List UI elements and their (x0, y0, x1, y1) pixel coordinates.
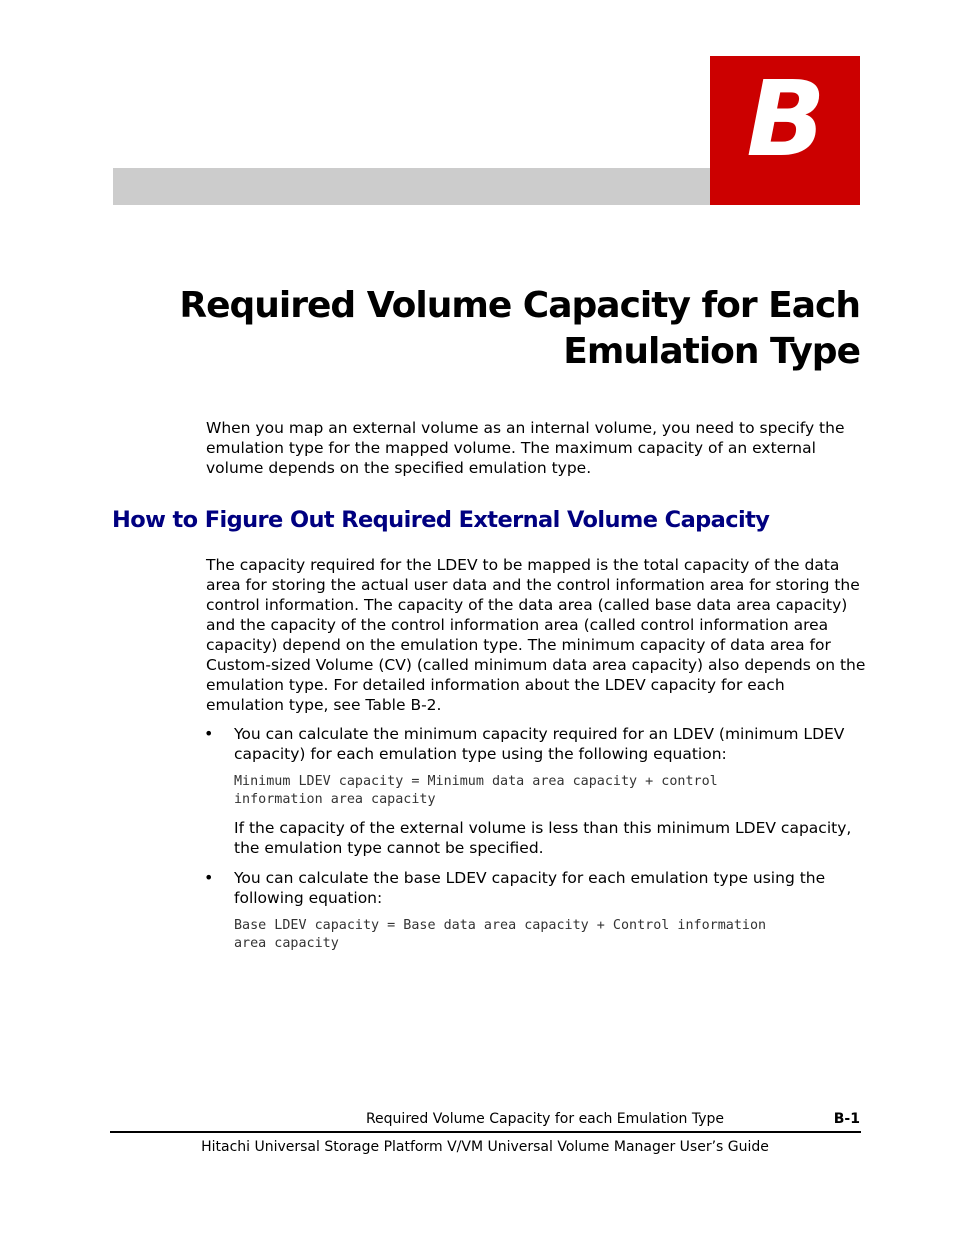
section-body-paragraph: The capacity required for the LDEV to be mapped is the total capacity of the data area for storing the actual user data and the control information area for storing the control information. The capacity of the data area (called base data area capacity) and the capacity of the control information area (called control information area capacity) depend on the emulation type. The minimum capacity of data area for Custom-sized Volume (CV) (called minimum data area capacity) also depends on the emulation type. For detailed information about the LDEV capacity for each emulation type, see Table B-2. (206, 556, 866, 714)
chapter-header-bar (113, 168, 711, 205)
footer-chapter-title: Required Volume Capacity for each Emulation Type (365, 1111, 725, 1127)
footer-divider (110, 1131, 861, 1133)
code-line: information area capacity (234, 792, 436, 807)
code-line: area capacity (234, 936, 339, 951)
bullet-text: You can calculate the minimum capacity required for an LDEV (minimum LDEV capacity) for each emulation type using the following equation: (234, 725, 845, 763)
bullet-note: If the capacity of the external volume is less than this minimum LDEV capacity, the emulation type cannot be specified. (234, 819, 852, 857)
footer-running-head (110, 1109, 860, 1129)
code-line: Base LDEV capacity = Base data area capacity + Control information (234, 918, 767, 933)
bullet-marker: • (204, 868, 214, 887)
bullet-marker: • (204, 724, 214, 743)
code-line: Minimum LDEV capacity = Minimum data area capacity + control (234, 774, 718, 789)
chapter-badge (710, 56, 860, 205)
footer-page-number: B-1 (833, 1111, 860, 1127)
code-equation (234, 773, 874, 809)
footer-guide-title: Hitachi Universal Storage Platform V/VM Universal Volume Manager User’s Guide (201, 1139, 769, 1155)
page-title-line-2: Emulation Type (563, 331, 860, 372)
section-heading: How to Figure Out Required External Volume Capacity (112, 507, 770, 533)
chapter-letter: B (746, 58, 824, 180)
code-equation (234, 917, 874, 953)
bullet-text: You can calculate the base LDEV capacity for each emulation type using the following equation: (234, 869, 826, 907)
intro-paragraph: When you map an external volume as an internal volume, you need to specify the emulation type for the mapped volume. The maximum capacity of an external volume depends on the specified emulation type. (206, 419, 845, 477)
page-title (160, 283, 860, 375)
page-title-line-1: Required Volume Capacity for Each (179, 285, 860, 326)
